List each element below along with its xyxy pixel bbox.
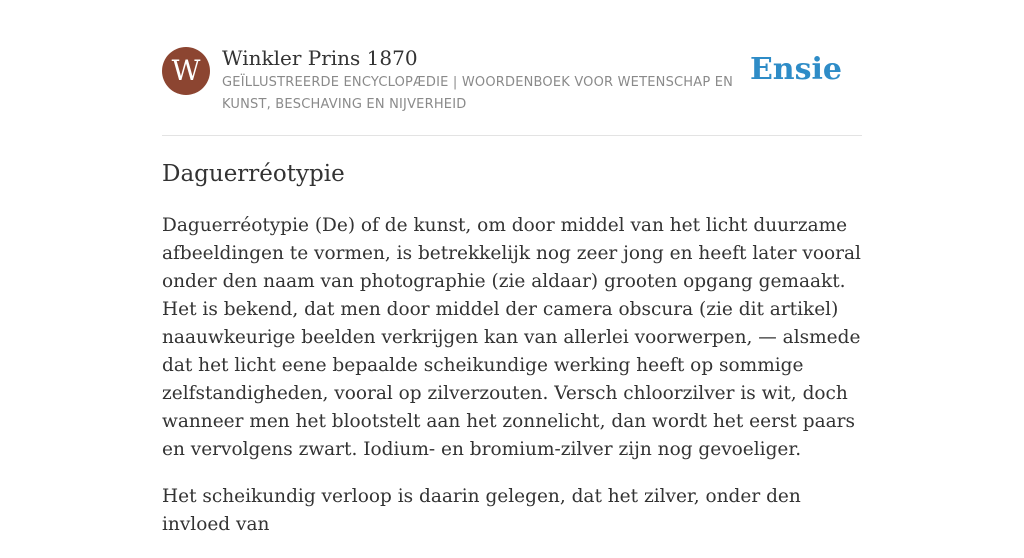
article-body [162, 212, 870, 558]
source-header [162, 46, 862, 116]
brand-logo[interactable]: Ensie [749, 52, 842, 87]
header-divider [162, 135, 862, 136]
source-subtitle: GEÏLLUSTREERDE ENCYCLOPÆDIE | WOORDENBOEK VOOR WETENSCHAP EN KUNST, BESCHAVING EN NIJVERHEID [222, 75, 734, 112]
source-title[interactable]: Winkler Prins 1870 [222, 46, 418, 70]
source-avatar: W [162, 47, 210, 95]
article-title: Daguerréotypie [162, 161, 345, 187]
article-paragraph: Daguerréotypie (De) of de kunst, om door middel van het licht duurzame afbeeldingen te vormen, is betrekkelijk nog zeer jong en heeft later vooral onder den naam van photographie (zie aldaar) grooten opgang gemaakt. Het is bekend, dat men door middel der camera obscura (zie dit artikel) naauwkeurige beelden verkrijgen kan van allerlei voorwerpen, — alsmede dat het licht eene bepaalde scheikundige werking heeft op sommige zelfstandigheden, vooral op zilverzouten. Versch chloorzilver is wit, doch wanneer men het blootstelt aan het zonnelicht, dan wordt het eerst paars en vervolgens zwart. Iodium- en bromium-zilver zijn nog gevoeliger. [162, 215, 861, 460]
article-paragraph: Het scheikundig verloop is daarin gelegen, dat het zilver, onder den invloed van [162, 486, 801, 535]
